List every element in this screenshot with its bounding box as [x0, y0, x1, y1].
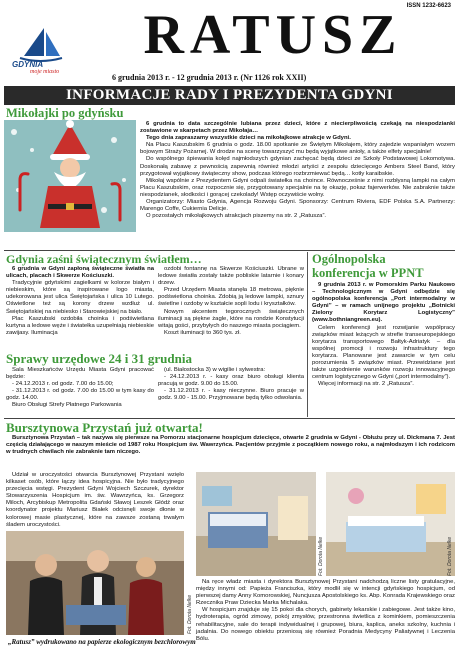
mikolajki-para-5: Mikołaj wspólnie z Prezydentem Gdyni odpali światełka na choince. Równocześnie z nimi rozbłysną lampki na całym Placu Kaszubskim, oraz rozpocznie się, przygotowany specjalnie na tę okazję, pokaz fajerwerków. Nie zabraknie także niespodzianek, słodkości i gorącej czekolady! Wstęp oczywiście wolny.: [140, 177, 455, 198]
issn-number: ISSN 1232-6623: [406, 3, 451, 9]
child-room-photo-icon: [326, 472, 455, 576]
lights-para-7: Koszt iluminacji to 360 tys. zł.: [164, 329, 241, 336]
ppnt-heading-line2: konferencja w PPNT: [312, 266, 424, 280]
divider: [4, 250, 455, 251]
child-room-photo: [326, 472, 455, 576]
hospice-facilities: W hospicjum znajduje się 15 pokoi dla chorych, gabinety lekarskie i zabiegowe. Jest także kino, hydroterapia, ogród zimowy, pokój zmysłów, przestronna świetlica z kominkiem, pomieszczenia rehabilitacyjne, sale do terapii indywidualnej i grupowej, biura, kaplica, aneks szkolny, kuchnia i jadalnia. Do nowego obiektu przeniosą się również Poradnia Medycyny Paliatywnej i Leczenia Bólu.: [196, 607, 455, 642]
mikolajki-para-6: Organizatorzy: Miasto Gdynia, Agencja Rozwoju Gdyni. Sponsorzy: Centrum Riviera, EDF Polska S.A. Partnerzy: Marengo Coffe, Cukiernia Delicje.: [140, 199, 455, 213]
lights-heading: Gdynia zaśni świątecznym światłem…: [6, 252, 202, 266]
ppnt-lead: 9 grudnia 2013 r. w Pomorskim Parku Naukowo – Technologicznym w Gdyni odbędzie się ogólnopolska konferencja „Port intermodalny w Gdyni” – w ramach unijnego projektu „Botnicki Zielony Korytarz Logistyczny” (www.bothniangreen.eu).: [312, 282, 455, 324]
hospice-heading: Bursztynowa Przystań już otwarta!: [6, 420, 203, 435]
hospice-lead: [6, 435, 455, 471]
hospice-letters: Na ręce władz miasta i dyrektora Bursztynowej Przystani nadchodzą liczne listy gratulacyjne, między innymi od: Papieża Franciszka, który modlił się w intencji gdyńskiego hospicjum, od pierwszej damy Anny Komorowskiej, Nuncjusza Apostolskiego ks. Abp. Konrada Krajewskiego oraz Rzecznika Praw Dziecka Marka Michalaka.: [196, 579, 455, 607]
ppnt-heading-line1: Ogólnopolska: [312, 252, 386, 266]
photo-credit-2: Fot. Dorota Nelke: [318, 536, 324, 576]
office-hours-col1: [6, 367, 154, 417]
mikolajki-heading: Mikołajki po gdyńsku: [6, 106, 124, 120]
lights-article-col1: [6, 266, 154, 348]
footer-note: „Ratusz” wydrukowano na papierze ekologicznym bezchlorowym: [8, 638, 196, 646]
hospice-room-photo: [196, 472, 316, 576]
lights-article-col2: [158, 266, 304, 348]
lights-para-3: Plac Kaszubski ozdobiła choinka i podświetlana kurtyna a ledowe węże i światełka uzupełniają niebieskie zawijasy. Iluminacja: [6, 315, 155, 336]
hospice-lead-text: Bursztynowa Przystań – tak nazywa się pierwsze na Pomorzu stacjonarne hospicjum dziecięce, otwarte 2 grudnia w Gdyni - Obłużu przy ul. Dickmana 7. Jest częścią działającego w naszym mieście od 1987 roku Hospicjum św. Wawrzyńca. Pacjentów przyjmie z początkiem nowego roku, a najmłodszym i ich rodzicom w trudnych chwilach nie zabraknie tam niczego.: [6, 435, 455, 456]
lights-lead: 6 grudnia w Gdyni zapłoną świąteczne światła na ulicach, placach i Skwerze Kościuszki.: [6, 266, 154, 280]
mikolajki-invite: Tego dnia zapraszamy wszystkie dzieci na mikołajkowe atrakcje w Gdyni.: [146, 135, 351, 142]
office-hours-31: - 31.12.2013 r. od godz. 7.00 do 15.00 w tym kasy do godz. 14.00.: [6, 388, 154, 402]
ceremony-photo: [6, 531, 184, 635]
hospice-ceremony: Udział w uroczystości otwarcia Bursztynowej Przystani wzięło kilkaset osób, które łączy idea hospicyjna. Nie było tradycyjnego przecięcia wstęgi. Prezydent Gdyni Wojciech Szczurek, dyrektor Stowarzyszenia Hospicjum im. św. Wawrzyńca, ks. Grzegorz Miloch, Arcybiskup Metropolita Gdański Sławoj Leszek Głódź oraz koordynator projektu Mariusz Białek odcisnęli swoje dłonie w kolorowej masie plastycznej, które na zawsze zostaną trwałym śladem uroczystości.: [6, 472, 184, 528]
divider: [4, 418, 455, 419]
parking-31: - 31.12.2013 r. - kasy nieczynne. Biuro pracuje w godz. 9.00 - 15.00. Przyjmowane będą tylko odwołania.: [158, 388, 304, 402]
mikolajki-article: [140, 121, 455, 249]
mikolajki-para-7: O pozostałych mikołajkowych atrakcjach piszemy na str. 2 „Ratusza”.: [146, 213, 327, 220]
office-hours-intro: Sala Mieszkańców Urzędu Miasta Gdyni pracować będzie:: [6, 367, 154, 381]
ppnt-heading: [312, 252, 424, 280]
hospice-right-text: [196, 579, 455, 642]
lights-para-4: ozdobi fontannę na Skwerze Kościuszki. Ubrane w ledowe światła zostały także pobliskie latarnie i konary drzew.: [158, 266, 304, 287]
office-hours-col2: [158, 367, 304, 417]
santa-illustration: [4, 120, 136, 232]
issue-line: 6 grudnia 2013 r. - 12 grudnia 2013 r. (Nr 1126 rok XXII): [112, 73, 307, 82]
lights-para-2: Tradycyjnie gdyńskimi zagielkami w kolorze białym i niebieskim, które są inspirowane logo miasta, udekorowana jest ulica Świętojańska i ulica 10 Lutego. Oświetlone też są korony drzew wzdłuż ul. Świętojańskiej na niebiesko i Starowiejskiej na biało.: [6, 280, 154, 315]
office-hours-heading: Sprawy urzędowe 24 i 31 grudnia: [6, 351, 192, 366]
parking-24: - 24.12.2013 r. - kasy oraz biuro obsługi klienta pracują w godz. 9.00 do 15.00.: [158, 374, 304, 388]
mikolajki-para-3: Na Placu Kaszubskim 6 grudnia o godz. 18.00 spotkanie ze Świętym Mikołajem, który zajedzie wspaniałym wozem bojowym Straży Pożarnej. W drodze na scenę towarzyszyć mu będą wyjątkowe anioły, a także elfety specjalnie!: [140, 142, 455, 156]
parking-office-intro: Biuro Obsługi Strefy Płatnego Parkowania: [12, 402, 122, 409]
parking-address: (ul. Białostocka 3) w wigilie i sylwestra:: [164, 367, 266, 373]
photo-credit-3: Fot. Dorota Nelke: [447, 536, 453, 576]
hospice-room-photo-icon: [196, 472, 316, 576]
office-hours-24: - 24.12.2013 r. od godz. 7.00 do 15.00;: [12, 381, 114, 388]
photo-credit-1: Fot. Dorota Nelke: [187, 594, 193, 634]
mikolajki-lead: 6 grudnia to data szczególnie lubiana przez dzieci, które z niecierpliwością czekają na niespodzianki zostawione w skarpetach przez Mikołaja…: [140, 121, 455, 135]
ppnt-article: [312, 282, 455, 417]
lights-para-6: Nowym akcentem tegorocznych świątecznych iluminacji są piękne żagle, które na rondzie Konstytucji witają gości, przybyłych do naszego miasta pociągiem.: [158, 308, 304, 329]
ppnt-para-3: Więcej informacji na str. 2 „Ratusza”.: [318, 381, 414, 388]
ceremony-photo-icon: [6, 531, 184, 635]
mikolajki-para-4: Do wspólnego śpiewania kolęd najmłodszych gdynian zachęcać będą dzieci ze Szkoły Podstawowej Lokomotywa. Doskonałą zabawę z pewnością zapewnią również młodzi artyści z zespołu dziecięcego Ambers Steel Band, który przygotował wyjątkowy świąteczny show, podczas którego rozbrzmiewać będą… kotły karaibskie.: [140, 156, 455, 177]
ppnt-para-2: Celem konferencji jest rozwijanie współpracy związków miast leżących w strefie transeuropejskiego korytarza transportowego Bałtyk-Adriatyk – dla wspólnej promocji i rozwoju infrastruktury tego korytarza. Planowane jest zawarcie w tym celu porozumienia 5 związków miast. Przewidziane jest także uzgodnienie warunków rozwoju innowacyjnego centrum logistycznego w Gdyni („port intermodalny”).: [312, 324, 455, 381]
lights-para-5: Przed Urzędem Miasta stanęła 18 metrowa, pięknie podświetlona choinka. Zdobią ją ledowe lampki, sznury świetlne i ozdoby w kształcie sopli lodu i kryształków.: [158, 287, 304, 308]
logo-wordmark: GDYNIA: [12, 60, 44, 69]
santa-icon: [4, 120, 136, 232]
newspaper-title: RATUSZ: [143, 4, 403, 66]
logo-slogan: moje miasto: [30, 69, 60, 75]
column-divider: [307, 252, 308, 417]
hospice-left-text: [6, 472, 184, 528]
section-banner: INFORMACJE RADY I PREZYDENTA GDYNI: [4, 86, 455, 105]
